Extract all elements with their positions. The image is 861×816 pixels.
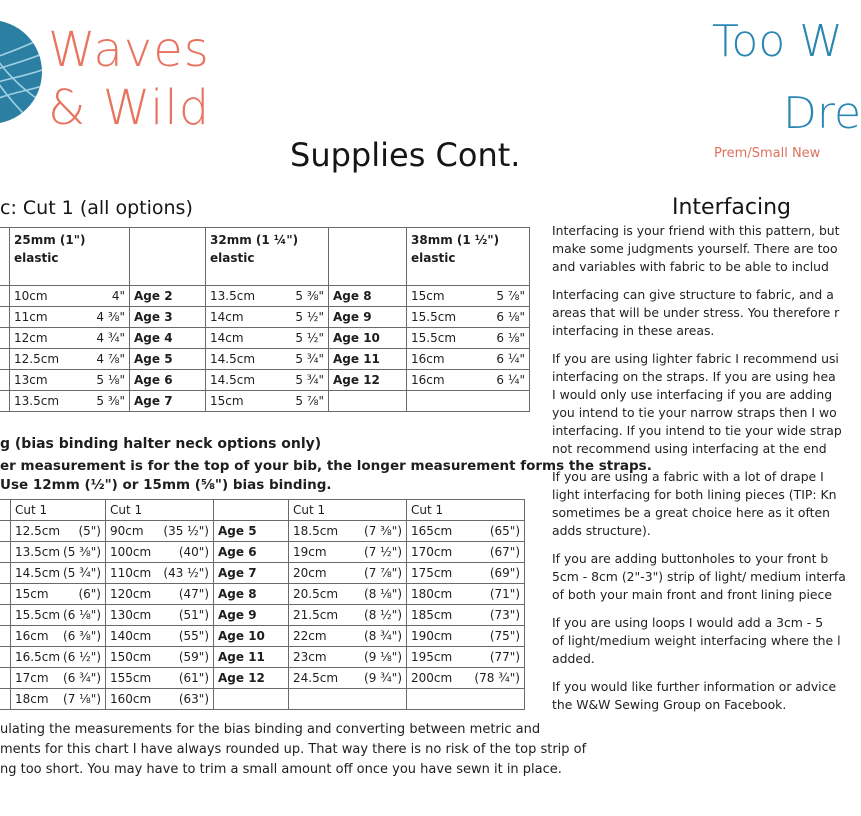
strap-length-cell: 90cm (35 ½") [106, 521, 214, 542]
age-cell: Age 6 [214, 542, 289, 563]
bias-binding-heading: g (bias binding halter neck options only) [0, 436, 322, 452]
table-cell [0, 668, 11, 689]
age-cell: Age 5 [214, 521, 289, 542]
strap-length-cell: 110cm (43 ½") [106, 563, 214, 584]
table-cell [0, 563, 11, 584]
table-row [0, 626, 525, 647]
table-header: 38mm (1 ½") elastic [407, 228, 530, 286]
elastic-25mm-cell: 10cm 4" [10, 286, 130, 307]
bib-length-cell: 17cm (6 ¾") [11, 668, 106, 689]
table-row [0, 307, 530, 328]
footnote-line: ulating the measurements for the bias binding and converting between metric and [0, 722, 541, 737]
text-line: the W&W Sewing Group on Facebook. [552, 697, 787, 712]
table-row [0, 328, 530, 349]
age-cell: Age 2 [130, 286, 206, 307]
bib-length-cell: 16cm (6 ⅜") [11, 626, 106, 647]
strap-length-cell: 185cm (73") [407, 605, 525, 626]
text-line: areas that will be under stress. You therefore r [552, 305, 840, 320]
table-cell [329, 228, 407, 286]
age-cell: Age 10 [214, 626, 289, 647]
text-line: Interfacing is your friend with this pattern, but [552, 223, 840, 238]
interfacing-heading: Interfacing [672, 195, 791, 220]
table-row [0, 605, 525, 626]
interfacing-text [552, 222, 852, 724]
strap-length-cell: 170cm (67") [407, 542, 525, 563]
interfacing-paragraph [552, 222, 852, 276]
text-line: of both your main front and front lining piece [552, 587, 832, 602]
strap-length-cell: 195cm (77") [407, 647, 525, 668]
elastic-38mm-cell: 16cm 6 ¼" [407, 370, 530, 391]
elastic-25mm-cell: 12cm 4 ¾" [10, 328, 130, 349]
age-cell: Age 9 [214, 605, 289, 626]
table-cell [0, 500, 11, 521]
text-line: of light/medium weight interfacing where the l [552, 633, 841, 648]
rounding-footnote [0, 720, 587, 780]
age-cell: Age 8 [329, 286, 407, 307]
elastic-32mm-cell: 15cm 5 ⅞" [206, 391, 329, 412]
age-cell: Age 6 [130, 370, 206, 391]
elastic-38mm-cell: 16cm 6 ¼" [407, 349, 530, 370]
table-cell [0, 228, 10, 286]
bib-length-cell: 15.5cm (6 ⅛") [11, 605, 106, 626]
age-cell: Age 11 [329, 349, 407, 370]
age-cell: Age 10 [329, 328, 407, 349]
text-line: If you are adding buttonholes to your front b [552, 551, 829, 566]
bias-binding-size-note: Use 12mm (½") or 15mm (⅝") bias binding. [0, 477, 332, 493]
table-cell [130, 228, 206, 286]
strap-length-cell [407, 689, 525, 710]
strap-length-cell: 150cm (59") [106, 647, 214, 668]
table-cell [214, 500, 289, 521]
elastic-38mm-cell [407, 391, 530, 412]
page-title: Supplies Cont. [290, 136, 521, 174]
text-line: adds structure). [552, 523, 651, 538]
pattern-title-line2: Dre [783, 88, 861, 139]
table-row [0, 286, 530, 307]
age-cell: Age 4 [130, 328, 206, 349]
strap-length-cell: 175cm (69") [407, 563, 525, 584]
bib-length-cell: 18.5cm (7 ⅜") [289, 521, 407, 542]
bias-binding-table [0, 499, 525, 710]
text-line: If you are using lighter fabric I recommend usi [552, 351, 839, 366]
table-row [0, 349, 530, 370]
bib-length-cell: 22cm (8 ¾") [289, 626, 407, 647]
bib-length-cell: 23cm (9 ⅛") [289, 647, 407, 668]
table-row [0, 542, 525, 563]
table-cell [0, 391, 10, 412]
text-line: If you are using loops I would add a 3cm - 5 [552, 615, 824, 630]
elastic-32mm-cell: 13.5cm 5 ⅜" [206, 286, 329, 307]
elastic-38mm-cell: 15.5cm 6 ⅛" [407, 307, 530, 328]
age-cell: Age 12 [214, 668, 289, 689]
elastic-32mm-cell: 14.5cm 5 ¾" [206, 349, 329, 370]
bib-length-cell: 18cm (7 ⅛") [11, 689, 106, 710]
elastic-32mm-cell: 14cm 5 ½" [206, 328, 329, 349]
bib-length-cell: 12.5cm (5") [11, 521, 106, 542]
text-line: light interfacing for both lining pieces (TIP: Kn [552, 487, 837, 502]
age-cell: Age 8 [214, 584, 289, 605]
interfacing-paragraph [552, 350, 852, 458]
bib-length-cell: 16.5cm (6 ½") [11, 647, 106, 668]
bib-length-cell: 20.5cm (8 ⅛") [289, 584, 407, 605]
table-cell [0, 307, 10, 328]
table-cell [0, 286, 10, 307]
elastic-32mm-cell: 14.5cm 5 ¾" [206, 370, 329, 391]
bib-length-cell: 24.5cm (9 ¾") [289, 668, 407, 689]
text-line: not recommend using interfacing at the end [552, 441, 827, 456]
text-line: If you would like further information or advice [552, 679, 837, 694]
table-row [0, 563, 525, 584]
bias-binding-note: er measurement is for the top of your bib, the longer measurement forms the straps. [0, 458, 652, 474]
table-row [0, 647, 525, 668]
text-line: If you are using a fabric with a lot of drape I [552, 469, 824, 484]
table-cell [0, 584, 11, 605]
strap-length-cell: 100cm (40") [106, 542, 214, 563]
elastic-25mm-cell: 13.5cm 5 ⅜" [10, 391, 130, 412]
table-header: Cut 1 [11, 500, 106, 521]
table-header: Cut 1 [289, 500, 407, 521]
table-header: 25mm (1") elastic [10, 228, 130, 286]
brand-name-line2: & Wild [48, 80, 211, 136]
text-line: added. [552, 651, 595, 666]
interfacing-paragraph [552, 550, 852, 604]
pattern-title-line1: Too W [712, 16, 843, 67]
elastic-25mm-cell: 13cm 5 ⅛" [10, 370, 130, 391]
table-cell [0, 647, 11, 668]
interfacing-paragraph [552, 678, 852, 714]
interfacing-paragraph [552, 286, 852, 340]
table-header: 32mm (1 ¼") elastic [206, 228, 329, 286]
text-line: and variables with fabric to be able to includ [552, 259, 829, 274]
strap-length-cell: 180cm (71") [407, 584, 525, 605]
table-row [0, 668, 525, 689]
strap-length-cell: 130cm (51") [106, 605, 214, 626]
table-cell [0, 328, 10, 349]
table-cell [0, 370, 10, 391]
bib-length-cell: 19cm (7 ½") [289, 542, 407, 563]
age-cell [329, 391, 407, 412]
text-line: you intend to tie your narrow straps then I wo [552, 405, 837, 420]
bib-length-cell [289, 689, 407, 710]
age-cell: Age 7 [130, 391, 206, 412]
text-line: interfacing on the straps. If you are using hea [552, 369, 836, 384]
elastic-section-heading: c: Cut 1 (all options) [0, 197, 193, 219]
table-cell [0, 689, 11, 710]
table-cell [0, 542, 11, 563]
age-cell [214, 689, 289, 710]
table-row [0, 584, 525, 605]
interfacing-paragraph [552, 468, 852, 540]
elastic-32mm-cell: 14cm 5 ½" [206, 307, 329, 328]
text-line: sometimes be a great choice here as it often [552, 505, 830, 520]
table-cell [0, 626, 11, 647]
bib-length-cell: 21.5cm (8 ½") [289, 605, 407, 626]
footnote-line: ng too short. You may have to trim a small amount off once you have sewn it in place. [0, 762, 562, 777]
table-cell [0, 349, 10, 370]
strap-length-cell: 120cm (47") [106, 584, 214, 605]
table-row [0, 370, 530, 391]
table-cell [0, 605, 11, 626]
age-cell: Age 7 [214, 563, 289, 584]
age-cell: Age 9 [329, 307, 407, 328]
strap-length-cell: 155cm (61") [106, 668, 214, 689]
elastic-38mm-cell: 15.5cm 6 ⅛" [407, 328, 530, 349]
table-cell [0, 521, 11, 542]
bib-length-cell: 15cm (6") [11, 584, 106, 605]
strap-length-cell: 140cm (55") [106, 626, 214, 647]
bib-length-cell: 13.5cm (5 ⅜") [11, 542, 106, 563]
age-cell: Age 12 [329, 370, 407, 391]
text-line: interfacing in these areas. [552, 323, 715, 338]
strap-length-cell: 165cm (65") [407, 521, 525, 542]
age-cell: Age 3 [130, 307, 206, 328]
table-header: Cut 1 [407, 500, 525, 521]
strap-length-cell: 160cm (63") [106, 689, 214, 710]
table-header: Cut 1 [106, 500, 214, 521]
table-row [0, 391, 530, 412]
elastic-25mm-cell: 11cm 4 ⅜" [10, 307, 130, 328]
bib-length-cell: 20cm (7 ⅞") [289, 563, 407, 584]
text-line: make some judgments yourself. There are too [552, 241, 838, 256]
text-line: I would only use interfacing if you are adding [552, 387, 833, 402]
waves-logo-icon [0, 20, 42, 124]
bib-length-cell: 14.5cm (5 ¾") [11, 563, 106, 584]
age-cell: Age 5 [130, 349, 206, 370]
table-row [0, 689, 525, 710]
elastic-25mm-cell: 12.5cm 4 ⅞" [10, 349, 130, 370]
elastic-38mm-cell: 15cm 5 ⅞" [407, 286, 530, 307]
strap-length-cell: 190cm (75") [407, 626, 525, 647]
interfacing-paragraph [552, 614, 852, 668]
footnote-line: ments for this chart I have always rounded up. That way there is no risk of the top strip of [0, 742, 587, 757]
strap-length-cell: 200cm (78 ¾") [407, 668, 525, 689]
text-line: 5cm - 8cm (2"-3") strip of light/ medium interfa [552, 569, 846, 584]
text-line: interfacing. If you intend to tie your wide strap [552, 423, 842, 438]
brand-name-line1: Waves [48, 22, 210, 78]
table-row [0, 521, 525, 542]
elastic-table [0, 227, 530, 412]
text-line: Interfacing can give structure to fabric, and a [552, 287, 834, 302]
age-cell: Age 11 [214, 647, 289, 668]
pattern-size-range: Prem/Small New [714, 146, 821, 161]
